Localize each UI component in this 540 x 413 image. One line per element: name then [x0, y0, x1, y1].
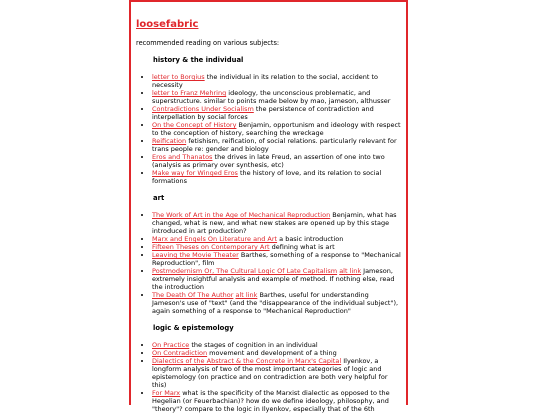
reading-link[interactable]: On Contradiction [152, 349, 208, 357]
section-heading: logic & epistemology [153, 324, 234, 332]
reading-link[interactable]: letter to Franz Mehring [152, 89, 227, 97]
list-item [152, 73, 401, 89]
alt-link[interactable]: alt link [339, 267, 362, 275]
reading-link[interactable]: For Marx [152, 389, 181, 397]
site-title-link[interactable]: loosefabric [136, 19, 199, 30]
reading-description: ideology, the unconscious problematic, and superstructure. similar to points made below by mao, jameson, althusser [152, 89, 391, 105]
reading-description: a basic introduction [277, 235, 344, 243]
page-content [131, 2, 406, 413]
list-item [152, 349, 401, 357]
reading-description: fetishism, reification, of social relations. particularly relevant for trans people re: gender and biology [152, 137, 397, 153]
list-item [152, 243, 401, 251]
section-heading: history & the individual [153, 56, 244, 64]
reading-link[interactable]: Reification [152, 137, 187, 145]
reading-link[interactable]: On Practice [152, 341, 190, 349]
reading-description: defining what is art [269, 243, 335, 251]
reading-list [136, 341, 401, 413]
reading-description: Ilyenkov, a longform analysis of two of the most important categories of logic and epistemology (on practice and on contradiction are both very helpful for this) [152, 357, 388, 389]
content-frame [129, 0, 408, 413]
list-item [152, 291, 401, 315]
reading-link[interactable]: On the Concept of History [152, 121, 237, 129]
reading-description: Benjamin, opportunism and ideology with respect to the conception of history, searching the wreckage [152, 121, 401, 137]
intro-text: recommended reading on various subjects: [136, 39, 280, 47]
reading-description: the stages of cognition in an individual [189, 341, 318, 349]
alt-link[interactable]: alt link [235, 291, 258, 299]
reading-description: the drives in late Freud, an assertion of one into two (analysis as primary over synthesis, etc) [152, 153, 385, 169]
reading-link[interactable]: Fifteen Theses on Contemporary Art [152, 243, 270, 251]
reading-description: Barthes, something of a response to "Mechanical Reproduction", film [152, 251, 401, 267]
reading-description: the history of love, and its relation to social formations [152, 169, 382, 185]
section-heading: art [153, 194, 165, 202]
reading-link[interactable]: Leaving the Movie Theater [152, 251, 239, 259]
list-item [152, 251, 401, 267]
reading-link[interactable]: The Work of Art in the Age of Mechanical Reproduction [152, 211, 331, 219]
reading-link[interactable]: Dialectics of the Abstract & the Concrete in Marx's Capital [152, 357, 342, 365]
reading-description: Benjamin, what has changed, what is new, and what new stakes are opened up by this stage introduced in art production? [152, 211, 397, 235]
list-item [152, 137, 401, 153]
reading-link[interactable]: Marx and Engels On Literature and Art [152, 235, 278, 243]
list-item [152, 89, 401, 105]
reading-sections [136, 56, 401, 413]
reading-link[interactable]: Contradictions Under Socialism [152, 105, 254, 113]
reading-link[interactable]: The Death Of The Author [152, 291, 234, 299]
reading-link[interactable]: Make way for Winged Eros [152, 169, 238, 177]
reading-link[interactable]: Eros and Thanatos [152, 153, 213, 161]
reading-list [136, 211, 401, 315]
list-item [152, 389, 401, 413]
list-item [152, 153, 401, 169]
reading-description: movement and development of a thing [207, 349, 337, 357]
reading-description: Jameson, extremely insightful analysis and example of method. If nothing else, read the introduction [152, 267, 395, 291]
list-item [152, 211, 401, 235]
reading-link[interactable]: Postmodernism Or, The Cultural Logic Of Late Capitalism [152, 267, 338, 275]
list-item [152, 235, 401, 243]
reading-description: the persistence of contradiction and interpellation by social forces [152, 105, 374, 121]
list-item [152, 341, 401, 349]
list-item [152, 169, 401, 185]
list-item [152, 105, 401, 121]
list-item [152, 121, 401, 137]
list-item [152, 267, 401, 291]
reading-description: Barthes, useful for understanding Jameson's use of "text" (and the "disappearance of the individual subject"), again something of a response to "Mechanical Reproduction" [152, 291, 399, 315]
list-item [152, 357, 401, 389]
reading-list [136, 73, 401, 185]
reading-description: the individual in its relation to the social, accident to necessity [152, 73, 379, 89]
reading-description: what is the specificity of the Marxist dialectic as opposed to the Hegelian (or Feuerbachian)? how do we define ideology, philosophy, and "theory"? compare to the logic in Ilyenkov, especially that of the 6th [152, 389, 390, 413]
reading-link[interactable]: letter to Borgius [152, 73, 205, 81]
